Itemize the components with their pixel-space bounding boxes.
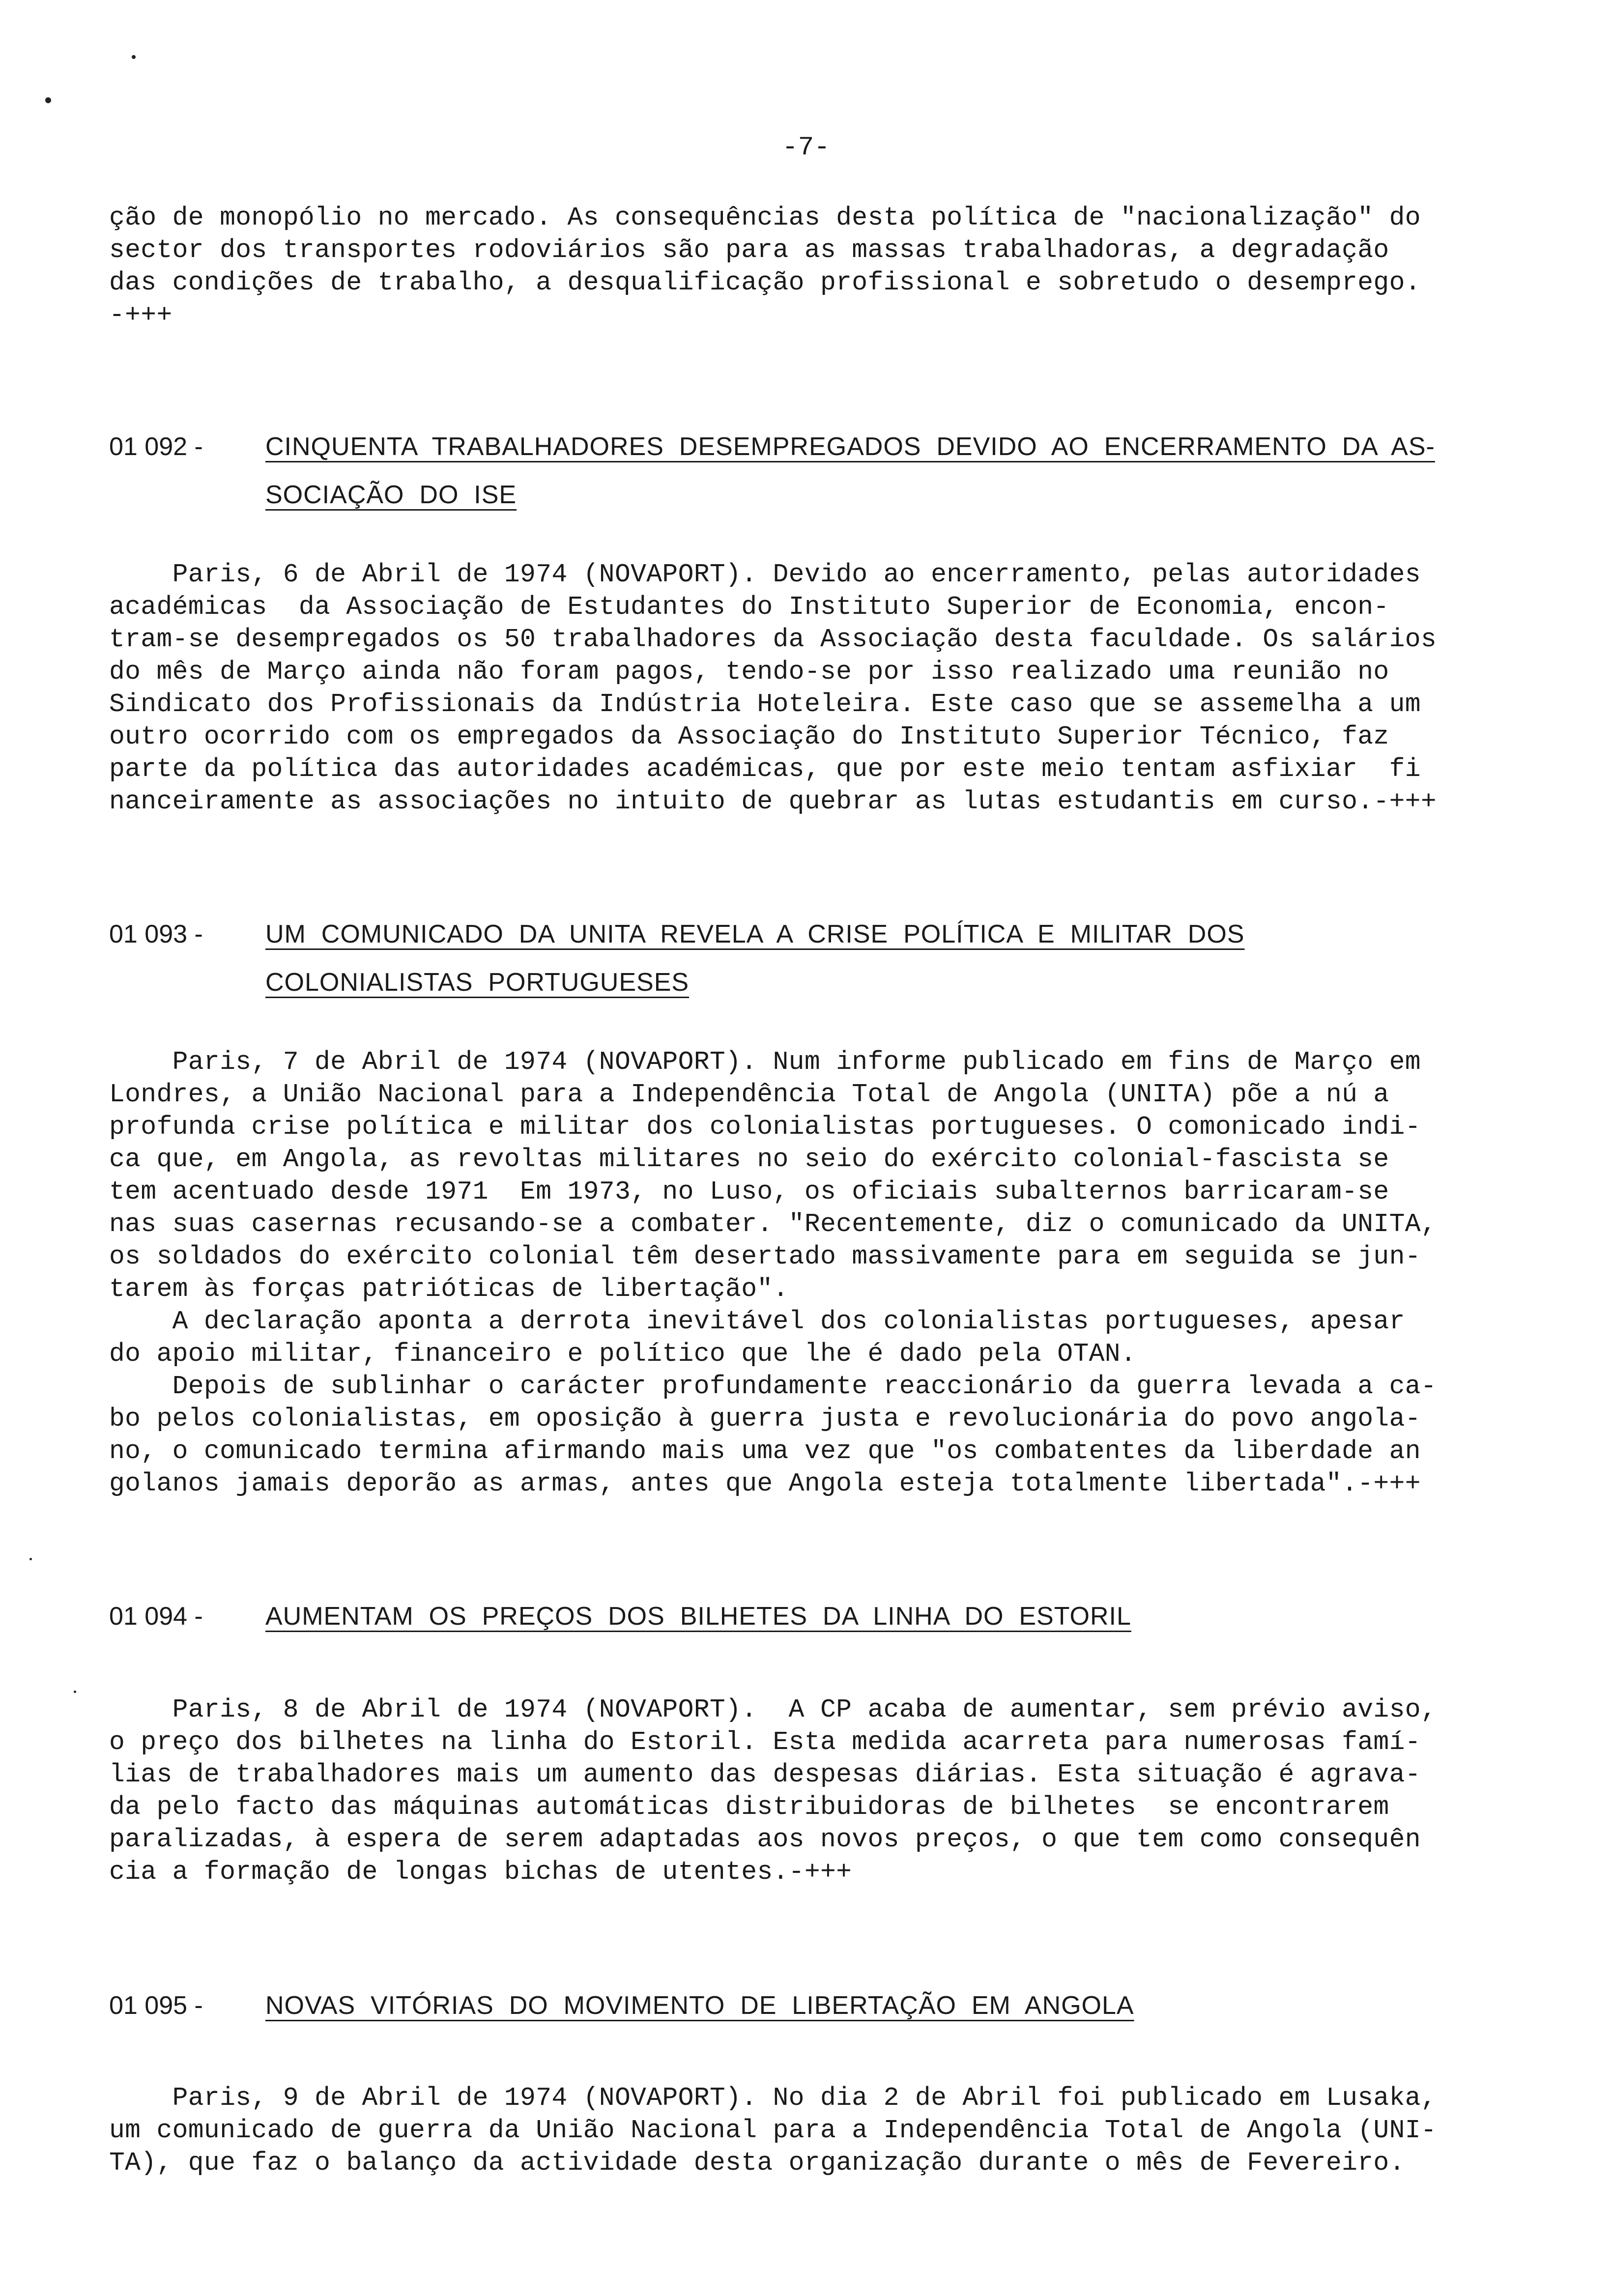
article-body	[109, 1693, 1603, 1888]
body-line: nas suas casernas recusando-se a combater. "Recentemente, diz o comunicado da UNITA,	[109, 1209, 1437, 1239]
scan-speck	[132, 55, 136, 59]
article-number: 01 093 -	[109, 920, 203, 948]
body-line: da pelo facto das máquinas automáticas distribuidoras de bilhetes se encontrarem	[109, 1792, 1389, 1822]
article-number: 01 094 -	[109, 1602, 203, 1631]
article-body	[109, 558, 1603, 818]
article-number: 01 095 -	[109, 1991, 203, 2020]
body-line: um comunicado de guerra da União Nacional para a Independência Total de Angola (UNI-	[109, 2116, 1437, 2145]
body-line: lias de trabalhadores mais um aumento das despesas diárias. Esta situação é agrava-	[109, 1760, 1421, 1789]
body-line: ca que, em Angola, as revoltas militares no seio do exército colonial-fascista se	[109, 1145, 1389, 1174]
body-line: Sindicato dos Profissionais da Indústria Hoteleira. Este caso que se assemelha a um	[109, 689, 1421, 719]
body-line: do mês de Março ainda não foram pagos, tendo-se por isso realizado uma reunião no	[109, 657, 1389, 687]
body-line: profunda crise política e militar dos colonialistas portugueses. O comonicado indi-	[109, 1112, 1421, 1142]
body-line: o preço dos bilhetes na linha do Estoril. Esta medida acarreta para numerosas famí-	[109, 1727, 1421, 1757]
body-line: no, o comunicado termina afirmando mais uma vez que "os combatentes da liberdade an	[109, 1436, 1421, 1466]
body-line: nanceiramente as associações no intuito de quebrar as lutas estudantis em curso.-+++	[109, 787, 1437, 816]
body-line: Depois de sublinhar o carácter profundamente reaccionário da guerra levada a ca-	[109, 1372, 1437, 1401]
intro-paragraph	[109, 201, 1603, 331]
scan-speck	[74, 1691, 76, 1693]
body-line: outro ocorrido com os empregados da Associação do Instituto Superior Técnico, faz	[109, 722, 1389, 751]
article-heading	[109, 910, 1603, 1006]
article-title: CINQUENTA TRABALHADORES DESEMPREGADOS DEVIDO AO ENCERRAMENTO DA AS-	[265, 432, 1435, 461]
article-number: 01 092 -	[109, 432, 203, 461]
body-line: paralizadas, à espera de serem adaptadas aos novos preços, o que tem como consequên	[109, 1825, 1421, 1854]
intro-line: -+++	[109, 300, 173, 330]
body-line: tarem às forças patrióticas de libertação".	[109, 1274, 789, 1304]
body-line: Londres, a União Nacional para a Independência Total de Angola (UNITA) põe a nú a	[109, 1080, 1389, 1109]
body-line: parte da política das autoridades académicas, que por este meio tentam asfixiar fi	[109, 754, 1421, 784]
intro-line: das condições de trabalho, a desqualificação profissional e sobretudo o desemprego.	[109, 268, 1421, 297]
article-title: COLONIALISTAS PORTUGUESES	[265, 968, 690, 997]
body-line: tem acentuado desde 1971 Em 1973, no Luso, os oficiais subalternos barricaram-se	[109, 1177, 1389, 1206]
scan-speck	[29, 1558, 32, 1560]
scan-speck	[45, 97, 51, 103]
body-line: Paris, 7 de Abril de 1974 (NOVAPORT). Num informe publicado em fins de Março em	[109, 1047, 1421, 1077]
article-body	[109, 2082, 1603, 2179]
article-body	[109, 1046, 1603, 1500]
body-line: Paris, 6 de Abril de 1974 (NOVAPORT). Devido ao encerramento, pelas autoridades	[109, 560, 1421, 589]
article-heading	[109, 1592, 1603, 1640]
body-line: académicas da Associação de Estudantes do Instituto Superior de Economia, encon-	[109, 592, 1389, 622]
body-line: Paris, 9 de Abril de 1974 (NOVAPORT). No dia 2 de Abril foi publicado em Lusaka,	[109, 2083, 1437, 2113]
article-heading	[109, 423, 1603, 519]
page-number: -7-	[782, 133, 830, 163]
article-title: SOCIAÇÃO DO ISE	[265, 481, 517, 509]
article-title: AUMENTAM OS PREÇOS DOS BILHETES DA LINHA DO ESTORIL	[265, 1602, 1131, 1631]
intro-line: ção de monopólio no mercado. As consequências desta política de "nacionalização" do	[109, 203, 1421, 232]
intro-line: sector dos transportes rodoviários são para as massas trabalhadoras, a degradação	[109, 235, 1389, 265]
article-heading	[109, 1981, 1603, 2030]
article-title: NOVAS VITÓRIAS DO MOVIMENTO DE LIBERTAÇÃO EM ANGOLA	[265, 1991, 1134, 2020]
body-line: cia a formação de longas bichas de utentes.-+++	[109, 1857, 852, 1887]
body-line: os soldados do exército colonial têm desertado massivamente para em seguida se jun-	[109, 1242, 1421, 1271]
article-title: UM COMUNICADO DA UNITA REVELA A CRISE POLÍTICA E MILITAR DOS	[265, 920, 1245, 948]
body-line: golanos jamais deporão as armas, antes que Angola esteja totalmente libertada".-+++	[109, 1469, 1421, 1498]
body-line: bo pelos colonialistas, em oposição à guerra justa e revolucionária do povo angola-	[109, 1404, 1421, 1434]
body-line: tram-se desempregados os 50 trabalhadores da Associação desta faculdade. Os salários	[109, 625, 1437, 654]
body-line: TA), que faz o balanço da actividade desta organização durante o mês de Fevereiro.	[109, 2148, 1405, 2178]
body-line: do apoio militar, financeiro e político que lhe é dado pela OTAN.	[109, 1339, 1137, 1369]
body-line: Paris, 8 de Abril de 1974 (NOVAPORT). A CP acaba de aumentar, sem prévio aviso,	[109, 1695, 1437, 1724]
body-line: A declaração aponta a derrota inevitável dos colonialistas portugueses, apesar	[109, 1307, 1405, 1336]
